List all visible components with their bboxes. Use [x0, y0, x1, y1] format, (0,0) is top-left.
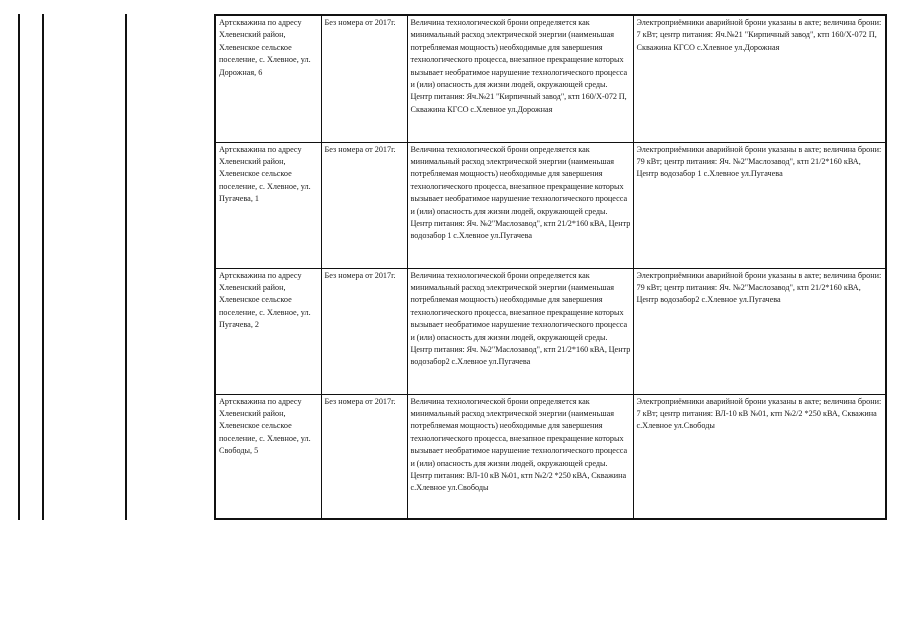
cell-description: Величина технологической брони определяется как минимальный расход электрической энергии (наименьшая потребляемая мощность) необходимые для завершения технологического процесса, внезапное прекращение которых вызывает необратимое нарушение технологического процесса и (или) опасность для жизни людей, окружающей среды. Центр питания: Яч. №2"Маслозавод", ктп 21/2*160 кВА, Центр водозабор2 с.Хлевное ул.Пугачева [407, 268, 633, 394]
reservation-table [214, 14, 887, 520]
cell-object: Артскважина по адресу Хлевенский район, Хлевенское сельское поселение, с. Хлевное, ул. Пугачева, 2 [215, 268, 321, 394]
cell-object: Артскважина по адресу Хлевенский район, Хлевенское сельское поселение, с. Хлевное, ул. Пугачева, 1 [215, 142, 321, 268]
cell-receivers: Электроприёмники аварийной брони указаны в акте; величина брони: 7 кВт; центр питания: ВЛ-10 кВ №01, ктп №2/2 *250 кВА, Скважина с.Хлевное ул.Свободы [633, 394, 886, 519]
cell-object: Артскважина по адресу Хлевенский район, Хлевенское сельское поселение, с. Хлевное, ул. Свободы, 5 [215, 394, 321, 519]
cell-description: Величина технологической брони определяется как минимальный расход электрической энергии (наименьшая потребляемая мощность) необходимые для завершения технологического процесса, внезапное прекращение которых вызывает необратимое нарушение технологического процесса и (или) опасность для жизни людей, окружающей среды. Центр питания: Яч. №2"Маслозавод", ктп 21/2*160 кВА, Центр водозабор 1 с.Хлевное ул.Пугачева [407, 142, 633, 268]
cell-description: Величина технологической брони определяется как минимальный расход электрической энергии (наименьшая потребляемая мощность) необходимые для завершения технологического процесса, внезапное прекращение которых вызывает необратимое нарушение технологического процесса и (или) опасность для жизни людей, окружающей среды. Центр питания: Яч.№21 "Кирпичный завод", ктп 160/Х-072 П, Скважина КГСО с.Хлевное ул.Дорожная [407, 15, 633, 142]
table-row [215, 142, 886, 268]
cell-number: Без номера от 2017г. [321, 268, 407, 394]
cell-number: Без номера от 2017г. [321, 15, 407, 142]
cell-object: Артскважина по адресу Хлевенский район, Хлевенское сельское поселение, с. Хлевное, ул. Дорожная, 6 [215, 15, 321, 142]
cell-description: Величина технологической брони определяется как минимальный расход электрической энергии (наименьшая потребляемая мощность) необходимые для завершения технологического процесса, внезапное прекращение которых вызывает необратимое нарушение технологического процесса и (или) опасность для жизни людей, окружающей среды. Центр питания: ВЛ-10 кВ №01, ктп №2/2 *250 кВА, Скважина с.Хлевное ул.Свободы [407, 394, 633, 519]
cell-number: Без номера от 2017г. [321, 394, 407, 519]
table-row [215, 394, 886, 519]
table-row [215, 268, 886, 394]
cell-receivers: Электроприёмники аварийной брони указаны в акте; величина брони: 79 кВт; центр питания: Яч. №2"Маслозавод", ктп 21/2*160 кВА, Центр водозабор2 с.Хлевное ул.Пугачева [633, 268, 886, 394]
column-divider-line [125, 14, 127, 520]
left-border-line [18, 14, 20, 520]
cell-number: Без номера от 2017г. [321, 142, 407, 268]
cell-receivers: Электроприёмники аварийной брони указаны в акте; величина брони: 79 кВт; центр питания: Яч. №2"Маслозавод", ктп 21/2*160 кВА, Центр водозабор 1 с.Хлевное ул.Пугачева [633, 142, 886, 268]
table-row [215, 15, 886, 142]
cell-receivers: Электроприёмники аварийной брони указаны в акте; величина брони: 7 кВт; центр питания: Яч.№21 "Кирпичный завод", ктп 160/Х-072 П, Скважина КГСО с.Хлевное ул.Дорожная [633, 15, 886, 142]
column-divider-line [42, 14, 44, 520]
